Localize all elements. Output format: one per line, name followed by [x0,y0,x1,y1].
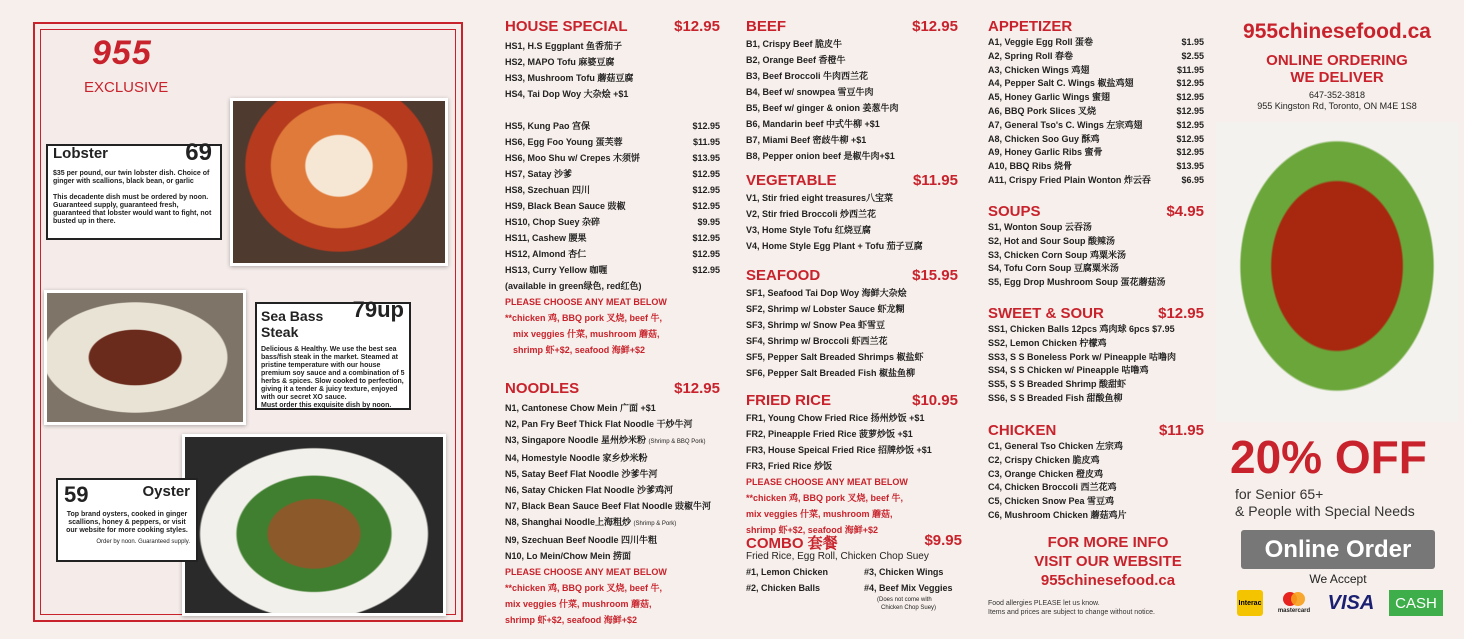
list-item: HS6, Egg Foo Young 蛋芙蓉 $11.95 [505,137,720,147]
combo-note: Chicken Chop Suey) [881,605,937,611]
list-item: SF6, Pepper Salt Breaded Fish 椒盐鱼柳 [746,368,916,378]
list-item: A6, BBQ Pork Slices 叉烧 $12.95 [988,105,1204,116]
sweet-sour-title: SWEET & SOUR [988,305,1104,322]
list-item: C3, Orange Chicken 橙皮鸡 [988,468,1104,479]
meat-options: **chicken 鸡, BBQ pork 叉烧, beef 牛, [505,583,663,593]
discount-eligibility: for Senior 65+ & People with Special Needs [1235,486,1415,519]
list-item: HS8, Szechuan 四川 $12.95 [505,185,720,195]
meat-options: shrimp 虾+$2, seafood 海鲜+$2 [513,345,646,355]
phone-number: 647-352-3818 [1308,90,1366,100]
oyster-title: Oyster [142,483,190,500]
vegetable-title: VEGETABLE [746,172,837,189]
list-item: FR3, House Speical Fried Rice 招牌炒饭 +$1 [746,445,932,455]
website-link[interactable]: 955chinesefood.ca [1040,572,1176,589]
seafood-title: SEAFOOD [746,267,821,284]
seabass-note: Must order this exquisite dish by noon. [261,402,392,409]
address: 955 Kingston Rd, Toronto, ON M4E 1S8 [1257,101,1417,111]
sweet-sour-price: $12.95 [1158,305,1204,322]
oyster-card [56,478,198,562]
list-item: HS4, Tai Dop Woy 大杂烩 +$1 [505,89,629,99]
list-item: B6, Mandarin beef 中式牛柳 +$1 [746,119,880,129]
choose-meat-note: PLEASE CHOOSE ANY MEAT BELOW [505,297,667,307]
seafood-section [746,267,958,381]
list-item: SF4, Shrimp w/ Broccoli 虾西兰花 [746,336,888,346]
list-item: FR2, Pineapple Fried Rice 菠萝炒饭 +$1 [746,429,913,439]
house-special-price: $12.95 [674,18,720,35]
list-item: B4, Beef w/ snowpea 雪豆牛肉 [746,87,874,97]
list-item: FR3, Fried Rice 炒饭 [746,461,833,471]
mastercard-icon: mastercard [1278,590,1310,616]
list-item: SF1, Seafood Tai Dop Woy 海鲜大杂烩 [746,288,907,298]
list-item: HS13, Curry Yellow 咖喱 $12.95 [505,265,720,275]
meat-options: mix veggies 什菜, mushroom 蘑菇, [513,329,660,339]
list-item: C4, Chicken Broccoli 西兰花鸡 [988,482,1117,493]
combo-title: COMBO 套餐 [746,535,838,552]
list-item: HS6, Moo Shu w/ Crepes 木须饼 $13.95 [505,153,720,163]
meat-options: **chicken 鸡, BBQ pork 叉烧, beef 牛, [746,493,904,503]
meat-options: mix veggies 什菜, mushroom 蘑菇, [746,509,893,519]
list-item: A9, Honey Garlic Ribs 蜜骨 $12.95 [988,147,1204,158]
list-item: A2, Spring Roll 春卷 $2.55 [988,50,1204,61]
lobster-card [46,139,222,240]
soups-section [988,203,1204,290]
fried-rice-section [746,392,958,538]
list-item: S5, Egg Drop Mushroom Soup 蛋花蘑菇汤 [988,277,1166,288]
list-item: A5, Honey Garlic Wings 蜜翅 $12.95 [988,92,1204,103]
oyster-note: Order by noon. Guaranteed supply. [96,539,190,545]
list-item: N9, Szechuan Beef Noodle 四川牛粗 [505,535,658,545]
noodles-price: $12.95 [674,380,720,397]
list-item: HS2, MAPO Tofu 麻婆豆腐 [505,57,615,67]
lobster-title: Lobster [53,145,109,162]
list-item: V1, Stir fried eight treasures八宝菜 [746,193,894,203]
fried-rice-title: FRIED RICE [746,392,832,409]
list-item: N6, Satay Chicken Flat Noodle 沙爹鸡河 [505,485,674,495]
list-item: N4, Homestyle Noodle 家乡炒米粉 [505,453,648,463]
lobster-desc: $35 per pound, our twin lobster dish. Choice of ginger with scallions, black bean, or garlic [53,170,210,185]
seabass-desc: Delicious & Healthy. We use the best sea bass/fish steak in the market. Steamed at pristine temperature with our house premium soy sauce and a combination of 5 herbs & spices. Slow cooked to perfection, giving it a tender & juicy texture, enjoyed with our secret XO sauce. [261,346,405,401]
seabass-title: Sea Bass Steak [261,308,324,340]
list-item: A7, General Tso's C. Wings 左宗鸡翅 $12.95 [988,119,1204,130]
soups-title: SOUPS [988,203,1041,220]
sweet-sour-section [988,305,1204,406]
list-item: S2, Hot and Sour Soup 酸辣汤 [988,235,1116,246]
interac-icon: Interac [1237,590,1263,616]
list-item: N1, Cantonese Chow Mein 广面 +$1 [505,403,656,413]
payment-accept-label: We Accept [1309,572,1367,586]
list-item: HS9, Black Bean Sauce 豉椒 $12.95 [505,201,720,211]
house-special-section [505,18,720,358]
list-item: SF3, Shrimp w/ Snow Pea 虾雪豆 [746,320,886,330]
list-item: HS12, Almond 杏仁 $12.95 [505,249,720,259]
oyster-price: 59 [64,482,89,507]
list-item: N2, Pan Fry Beef Thick Flat Noodle 干炒牛河 [505,419,693,429]
choose-meat-note: PLEASE CHOOSE ANY MEAT BELOW [746,477,908,487]
list-item: C2, Crispy Chicken 脆皮鸡 [988,454,1100,465]
noodles-section [505,380,720,628]
list-item: SS5, S S Breaded Shrimp 酸甜虾 [988,379,1127,390]
combo-note: (Does not come with [877,597,932,603]
list-item: SS4, S S Chicken w/ Pineapple 咕噜鸡 [988,365,1149,376]
combo-desc: Fried Rice, Egg Roll, Chicken Chop Suey [746,551,929,562]
cash-icon: CASH [1389,590,1443,616]
fried-rice-price: $10.95 [912,392,958,409]
list-item: C6, Mushroom Chicken 蘑菇鸡片 [988,509,1127,520]
meat-options: **chicken 鸡, BBQ pork 叉烧, beef 牛, [505,313,663,323]
list-item: B1, Crispy Beef 脆皮牛 [746,39,843,49]
vegetable-section [746,172,958,254]
combo-price: $9.95 [924,532,962,549]
exclusive-label: EXCLUSIVE [84,79,169,96]
list-item: B2, Orange Beef 香橙牛 [746,55,846,65]
list-item: HS3, Mushroom Tofu 蘑菇豆腐 [505,73,634,83]
list-item: V3, Home Style Tofu 红烧豆腐 [746,225,871,235]
vegetable-price: $11.95 [912,172,958,189]
list-item: A8, Chicken Soo Guy 酥鸡 $12.95 [988,133,1204,144]
list-item: #1, Lemon Chicken #3, Chicken Wings [746,567,944,577]
house-special-title: HOUSE SPECIAL [505,18,628,35]
lobster-photo [230,98,448,266]
seabass-price: 79up [352,297,404,322]
list-item: N3, Singapore Noodle 星州炒米粉 (Shrimp & BBQ Pork) [505,435,706,445]
chicken-section [988,422,1204,523]
seafood-price: $15.95 [912,267,958,284]
beef-title: BEEF [746,18,787,35]
list-item: V4, Home Style Egg Plant + Tofu 茄子豆腐 [746,241,923,251]
list-item: V2, Stir fried Broccoli 炒西兰花 [746,209,877,219]
list-item: SS3, S S Boneless Pork w/ Pineapple 咕噜肉 [988,351,1177,362]
list-item: A11, Crispy Fried Plain Wonton 炸云吞 $6.95 [988,174,1204,185]
list-item: C5, Chicken Snow Pea 雪豆鸡 [988,496,1115,507]
list-item: A10, BBQ Ribs 烧骨 $13.95 [988,161,1204,172]
noodles-title: NOODLES [505,380,580,397]
seabass-photo [44,290,246,425]
list-item: B3, Beef Broccoli 牛肉西兰花 [746,71,869,81]
chicken-title: CHICKEN [988,422,1057,439]
meat-options: mix veggies 什菜, mushroom 蘑菇, [505,599,652,609]
combo-section [746,532,962,614]
beef-section [746,18,958,164]
visa-icon: VISA [1327,591,1375,614]
more-info: FOR MORE INFO VISIT OUR WEBSITE 955chinesefood.ca [990,533,1226,590]
list-item: N5, Satay Beef Flat Noodle 沙爹牛河 [505,469,658,479]
list-item: S4, Tofu Corn Soup 豆腐粟米汤 [988,263,1119,274]
list-item: HS10, Chop Suey 杂碎 $9.95 [505,217,720,227]
allergy-note: Food allergies PLEASE let us know. Items and prices are subject to change without notice. [988,600,1155,616]
appetizer-section [988,18,1204,188]
list-item: SF2, Shrimp w/ Lobster Sauce 虾龙糊 [746,304,905,314]
list-item: S1, Wonton Soup 云吞汤 [988,222,1092,232]
list-item: B7, Miami Beef 密歧牛柳 +$1 [746,135,867,145]
list-item: A4, Pepper Salt C. Wings 椒盐鸡翅 $12.95 [988,78,1204,89]
seabass-card [255,297,411,410]
choose-meat-note: PLEASE CHOOSE ANY MEAT BELOW [505,567,667,577]
list-item: N7, Black Bean Sauce Beef Flat Noodle 豉椒牛河 [505,501,712,511]
lobster-price: 69 [185,139,212,166]
meat-options: shrimp 虾+$2, seafood 海鲜+$2 [505,615,638,625]
oyster-photo [182,434,446,616]
list-item: S3, Chicken Corn Soup 鸡粟米汤 [988,249,1127,260]
website-header[interactable]: 955chinesefood.ca [1243,20,1431,43]
discount-banner: 20% OFF [1230,431,1427,483]
orange-chicken-photo [1216,122,1458,422]
list-item: A1, Veggie Egg Roll 蛋卷 $1.95 [988,37,1204,47]
beef-price: $12.95 [912,18,958,35]
list-item: N10, Lo Mein/Chow Mein 捞面 [505,551,632,561]
ordering-banner: ONLINE ORDERING WE DELIVER [1266,52,1408,86]
meat-options: shrimp 虾+$2, seafood 海鲜+$2 [746,525,879,535]
list-item: SF5, Pepper Salt Breaded Shrimps 椒盐虾 [746,352,924,362]
online-order-button[interactable]: Online Order [1241,530,1435,569]
appetizer-title: APPETIZER [988,18,1073,35]
oyster-desc: Top brand oysters, cooked in ginger scallions, honey & peppers, or visit our website for more cooking styles. [66,511,188,534]
list-item: HS5, Kung Pao 宫保 $12.95 [505,121,720,131]
list-item: HS7, Satay 沙爹 $12.95 [505,169,720,179]
list-item: FR1, Young Chow Fried Rice 扬州炒饭 +$1 [746,413,925,423]
chicken-price: $11.95 [1158,422,1204,439]
contact-info [1237,90,1437,112]
brand-logo: 955 [92,34,152,72]
availability-note: (available in green绿色, red红色) [505,281,642,291]
lobster-note: This decadente dish must be ordered by noon. Guaranteed supply, guaranteed fresh, guaranteed that lobster would want to fight, not busted up in there. [53,194,212,225]
list-item: B5, Beef w/ ginger & onion 姜葱牛肉 [746,103,899,113]
list-item: C1, General Tso Chicken 左宗鸡 [988,441,1123,451]
list-item: #2, Chicken Balls #4, Beef Mix Veggies [746,583,953,593]
list-item: HS11, Cashew 腰果 $12.95 [505,233,720,243]
list-item: HS1, H.S Eggplant 鱼香茄子 [505,41,623,51]
list-item: B8, Pepper onion beef 是椒牛肉+$1 [746,151,895,161]
list-item: N8, Shanghai Noodle上海粗炒 (Shrimp & Pork) [505,517,677,527]
soups-price: $4.95 [1166,203,1204,220]
list-item: SS1, Chicken Balls 12pcs 鸡肉球 6pcs $7.95 [988,324,1175,334]
list-item: SS2, Lemon Chicken 柠檬鸡 [988,337,1107,348]
list-item: SS6, S S Breaded Fish 甜酸鱼柳 [988,392,1123,403]
list-item: A3, Chicken Wings 鸡翅 $11.95 [988,64,1204,75]
